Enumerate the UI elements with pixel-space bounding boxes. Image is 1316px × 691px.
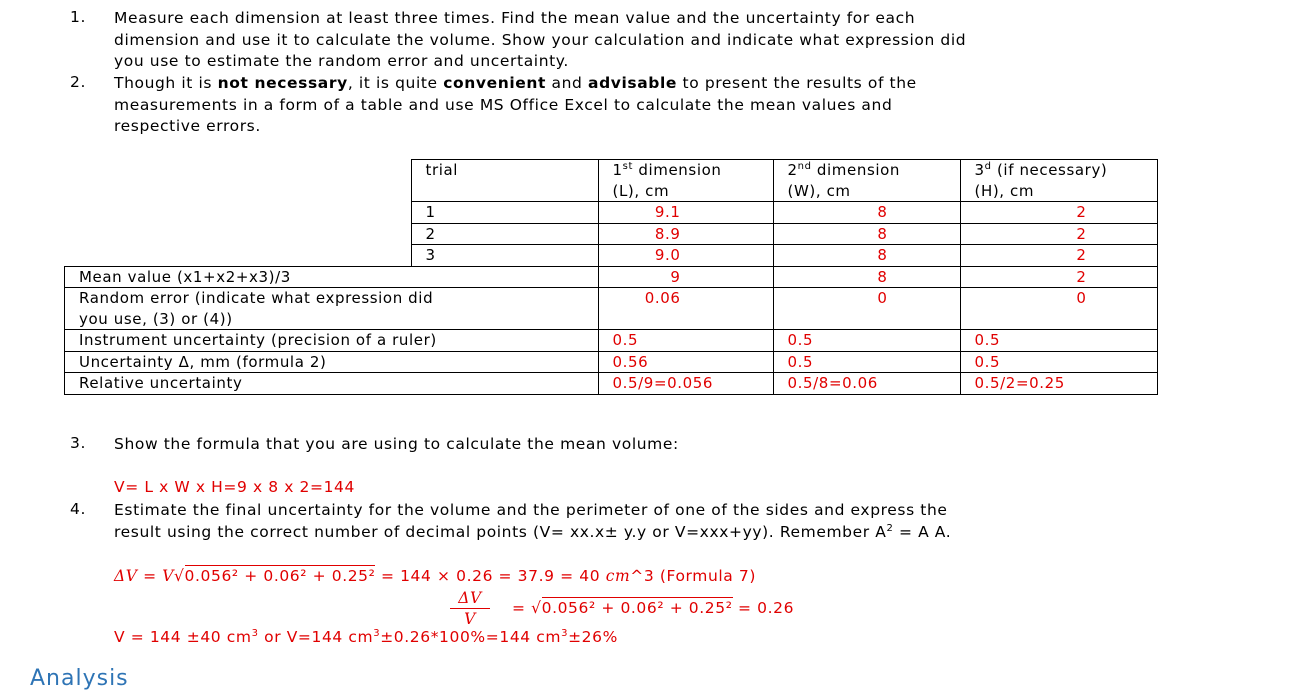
l-cell: 9.0 bbox=[598, 245, 773, 267]
table-row bbox=[65, 245, 1158, 267]
w-cell: 8 bbox=[773, 202, 960, 224]
random-l: 0.06 bbox=[598, 288, 773, 330]
header-dim2: 2nd dimension (W), cm bbox=[773, 160, 960, 202]
trial-cell: 2 bbox=[411, 223, 598, 245]
instrument-label: Instrument uncertainty (precision of a ruler) bbox=[65, 330, 599, 352]
relative-h: 0.5/2=0.25 bbox=[960, 373, 1157, 395]
delta-v-over-v-fraction: $\frac{\Delta V}{V}$ bbox=[450, 588, 490, 629]
uncertainty-w: 0.5 bbox=[773, 351, 960, 373]
item-2-text bbox=[114, 73, 917, 138]
relative-l: 0.5/9=0.056 bbox=[598, 373, 773, 395]
item-1-number: 1. bbox=[70, 8, 86, 26]
mean-w: 8 bbox=[773, 266, 960, 288]
item-3-number: 3. bbox=[70, 434, 86, 452]
measurement-table bbox=[64, 159, 1158, 395]
l-cell: 8.9 bbox=[598, 223, 773, 245]
relative-row bbox=[65, 373, 1158, 395]
item-2-line-3: respective errors. bbox=[114, 117, 261, 135]
item-1-line-3: you use to estimate the random error and uncertainty. bbox=[114, 52, 569, 70]
sqrt-icon: √ bbox=[174, 567, 185, 585]
trial-cell: 3 bbox=[411, 245, 598, 267]
instrument-row bbox=[65, 330, 1158, 352]
random-w: 0 bbox=[773, 288, 960, 330]
header-trial: trial bbox=[411, 160, 598, 202]
h-cell: 2 bbox=[960, 202, 1157, 224]
relative-label: Relative uncertainty bbox=[65, 373, 599, 395]
mean-h: 2 bbox=[960, 266, 1157, 288]
item-1-line-2: dimension and use it to calculate the volume. Show your calculation and indicate what expression did bbox=[114, 30, 967, 49]
item-1-text bbox=[114, 8, 966, 73]
trial-cell: 1 bbox=[411, 202, 598, 224]
item-2-line-1: Though it is not necessary, it is quite convenient and advisable to present the results of the bbox=[114, 74, 917, 92]
table-header-row bbox=[65, 160, 1158, 202]
item-2-line-2: measurements in a form of a table and use MS Office Excel to calculate the mean values and bbox=[114, 95, 893, 114]
uncertainty-l: 0.56 bbox=[598, 351, 773, 373]
uncertainty-h: 0.5 bbox=[960, 351, 1157, 373]
l-cell: 9.1 bbox=[598, 202, 773, 224]
item-4-line-2: result using the correct number of decimal points (V= xx.x± y.y or V=xxx+yy). Remember $A^2 = A$ A. bbox=[114, 522, 952, 541]
table-row bbox=[65, 223, 1158, 245]
item-2-number: 2. bbox=[70, 73, 86, 91]
instrument-h: 0.5 bbox=[960, 330, 1157, 352]
volume-answer: V= L x W x H=9 x 8 x 2=144 bbox=[114, 478, 355, 496]
sqrt-icon: √ bbox=[531, 599, 542, 617]
item-3-text: Show the formula that you are using to calculate the mean volume: bbox=[114, 435, 679, 453]
uncertainty-label: Uncertainty Δ, mm (formula 2) bbox=[65, 351, 599, 373]
header-dim3: 3$^d$ (if necessary) (H), cm bbox=[960, 160, 1157, 202]
mean-l: 9 bbox=[598, 266, 773, 288]
analysis-heading: Analysis bbox=[30, 666, 129, 691]
uncertainty-row bbox=[65, 351, 1158, 373]
item-4-text bbox=[114, 500, 951, 543]
item-4-line-1: Estimate the final uncertainty for the volume and the perimeter of one of the sides and express the bbox=[114, 501, 948, 519]
final-answer: V = 144 ±40 $cm^3$ or V=144 $cm^3\pm 0.26*100\%=144$ $cm^3\pm 26\%$ bbox=[114, 628, 618, 646]
instrument-l: 0.5 bbox=[598, 330, 773, 352]
h-cell: 2 bbox=[960, 245, 1157, 267]
random-error-label: Random error (indicate what expression did you use, (3) or (4)) bbox=[65, 288, 599, 330]
random-error-row bbox=[65, 288, 1158, 330]
mean-label: Mean value (x1+x2+x3)/3 bbox=[65, 266, 599, 288]
relative-w: 0.5/8=0.06 bbox=[773, 373, 960, 395]
delta-v-equation: ΔV = V√0.056² + 0.06² + 0.25² = 144 × 0.26 = 37.9 = 40 cm^3 (Formula 7) bbox=[114, 567, 757, 585]
header-dim1: 1st dimension (L), cm bbox=[598, 160, 773, 202]
instrument-w: 0.5 bbox=[773, 330, 960, 352]
item-1-line-1: Measure each dimension at least three times. Find the mean value and the uncertainty for each bbox=[114, 9, 916, 27]
h-cell: 2 bbox=[960, 223, 1157, 245]
w-cell: 8 bbox=[773, 223, 960, 245]
item-4-number: 4. bbox=[70, 500, 86, 518]
relative-uncertainty-equation: = √0.056² + 0.06² + 0.25² = 0.26 bbox=[512, 599, 795, 617]
table-row bbox=[65, 202, 1158, 224]
w-cell: 8 bbox=[773, 245, 960, 267]
random-h: 0 bbox=[960, 288, 1157, 330]
mean-row bbox=[65, 266, 1158, 288]
